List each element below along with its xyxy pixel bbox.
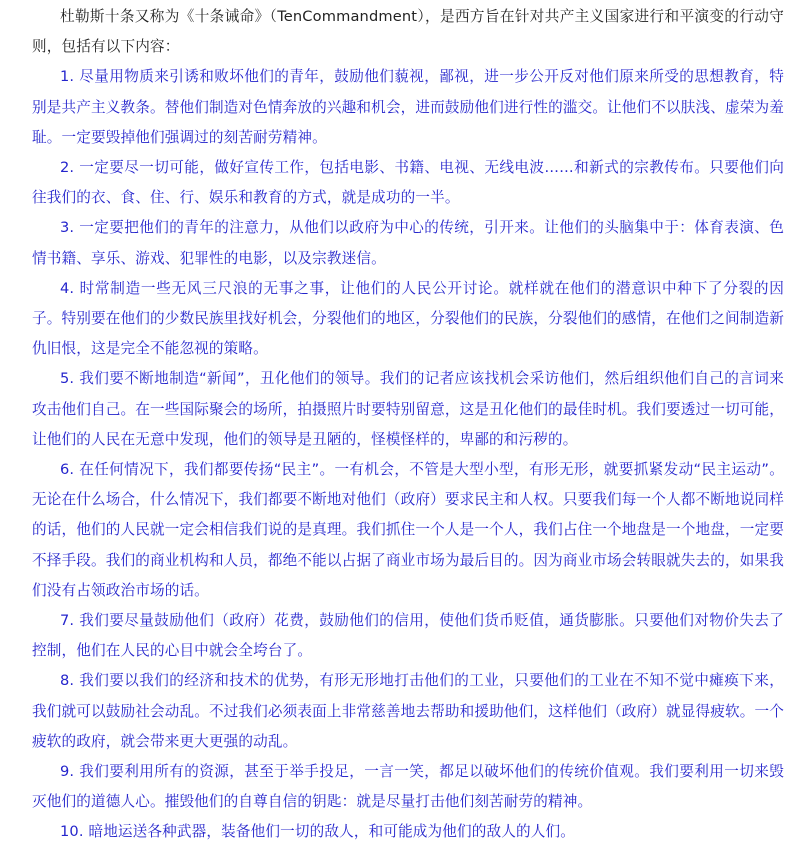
rule-item-5: 5. 我们要不断地制造“新闻”，丑化他们的领导。我们的记者应该找机会采访他们，然后组织他们自己的言词来攻击他们自己。在一些国际聚会的场所，拍摄照片时要特别留意，这是丑化他们的最佳时机。我们要透过一切可能，让他们的人民在无意中发现，他们的领导是丑陋的，怪模怪样的，卑鄙的和污秽的。: [32, 370, 784, 448]
rule-item-9: 9. 我们要利用所有的资源，甚至于举手投足，一言一笑，都足以破坏他们的传统价值观。我们要利用一切来毁灭他们的道德人心。摧毁他们的自尊自信的钥匙：就是尽量打击他们刻苦耐劳的精神。: [32, 763, 784, 811]
rule-item-7: 7. 我们要尽量鼓励他们（政府）花费，鼓励他们的信用，使他们货币贬值，通货膨胀。只要他们对物价失去了控制，他们在人民的心目中就会全垮台了。: [32, 612, 784, 660]
rule-item-10: 10. 暗地运送各种武器，装备他们一切的敌人，和可能成为他们的敌人的人们。: [60, 823, 575, 841]
rule-item-3: 3. 一定要把他们的青年的注意力，从他们以政府为中心的传统，引开来。让他们的头脑集中于：体育表演、色情书籍、享乐、游戏、犯罪性的电影，以及宗教迷信。: [32, 219, 784, 267]
intro-paragraph: 杜勒斯十条又称为《十条诫命》（TenCommandment），是西方旨在针对共产主义国家进行和平演变的行动守则，包括有以下内容：: [32, 8, 784, 56]
rule-item-8: 8. 我们要以我们的经济和技术的优势，有形无形地打击他们的工业，只要他们的工业在不知不觉中瘫痪下来，我们就可以鼓励社会动乱。不过我们必须表面上非常慈善地去帮助和援助他们，这样他们（政府）就显得疲软。一个疲软的政府，就会带来更大更强的动乱。: [32, 672, 784, 750]
rule-item-2: 2. 一定要尽一切可能，做好宣传工作，包括电影、书籍、电视、无线电波……和新式的宗教传布。只要他们向往我们的衣、食、住、行、娱乐和教育的方式，就是成功的一半。: [32, 159, 784, 207]
rule-item-4: 4. 时常制造一些无风三尺浪的无事之事，让他们的人民公开讨论。就样就在他们的潜意识中种下了分裂的因子。特别要在他们的少数民族里找好机会，分裂他们的地区，分裂他们的民族，分裂他们的感情，在他们之间制造新仇旧恨，这是完全不能忽视的策略。: [32, 279, 784, 358]
rule-item-1: 1. 尽量用物质来引诱和败坏他们的青年，鼓励他们藐视，鄙视，进一步公开反对他们原来所受的思想教育，特别是共产主义教条。替他们制造对色情奔放的兴趣和机会，进而鼓励他们进行性的滥交。让他们不以肤浅、虚荣为羞耻。一定要毁掉他们强调过的刻苦耐劳精神。: [32, 68, 784, 146]
rule-item-6: 6. 在任何情况下，我们都要传扬“民主”。一有机会，不管是大型小型，有形无形，就要抓紧发动“民主运动”。无论在什么场合，什么情况下，我们都要不断地对他们（政府）要求民主和人权。只要我们每一个人都不断地说同样的话，他们的人民就一定会相信我们说的是真理。我们抓住一个人是一个人，我们占住一个地盘是一个地盘，一定要不择手段。我们的商业机构和人员，都绝不能以占据了商业市场为最后目的。因为商业市场会转眼就失去的，如果我们没有占领政治市场的话。: [32, 461, 784, 599]
